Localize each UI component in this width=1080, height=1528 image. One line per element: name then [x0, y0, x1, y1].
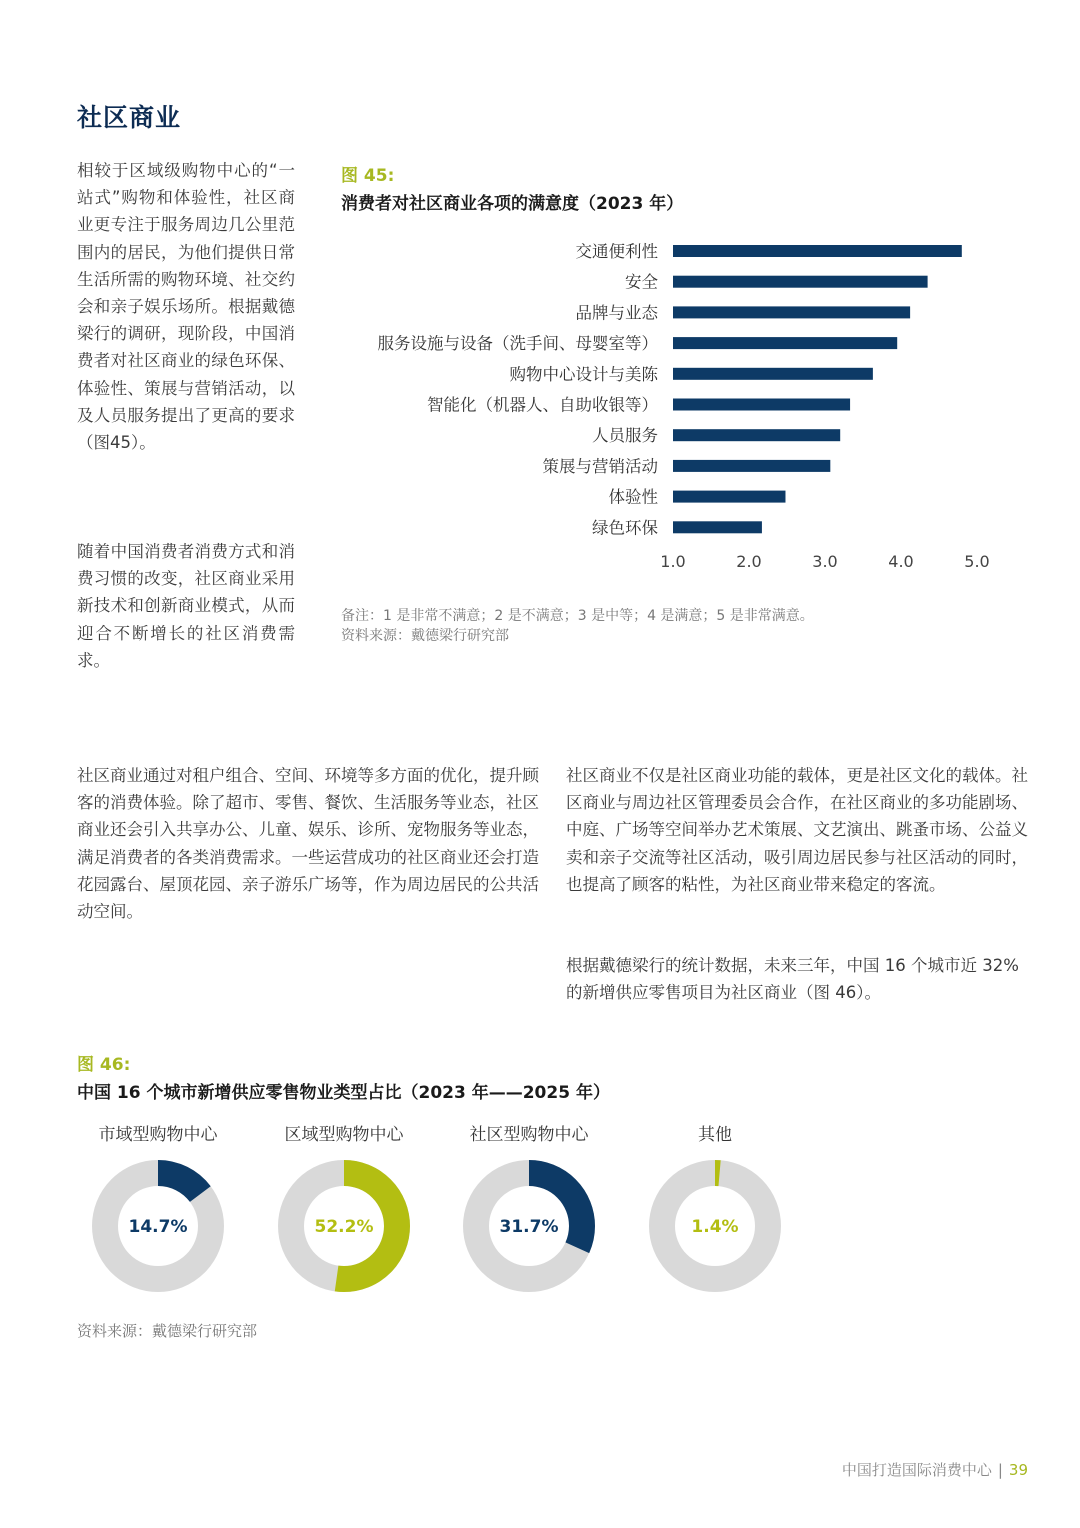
- bar: [673, 429, 840, 441]
- page-footer: [842, 1459, 1028, 1480]
- donut-category-label: 市域型购物中心: [98, 1125, 218, 1145]
- bar-category-label: 安全: [625, 272, 658, 292]
- donut-value-label: 52.2%: [314, 1217, 374, 1237]
- bar-category-label: 绿色环保: [592, 518, 658, 538]
- bar-category-label: 策展与营销活动: [542, 456, 658, 476]
- footer-separator: |: [997, 1461, 1003, 1479]
- footer-report-title: 中国打造国际消费中心: [841, 1461, 992, 1479]
- left-paragraph-1: 相较于区域级购物中心的“一站式”购物和体验性，社区商业更专注于服务周边几公里范围内的居民，为他们提供日常生活所需的购物环境、社交约会和亲子娱乐场所。根据戴德梁行的调研，现阶段，中国消费者对社区商业的绿色环保、体验性、策展与营销活动，以及人员服务提出了更高的要求（图45）。: [77, 161, 295, 453]
- figure-45-note: 备注：1 是非常不满意；2 是不满意；3 是中等；4 是满意；5 是非常满意。: [341, 608, 814, 624]
- bar: [673, 491, 785, 503]
- figure-45-label: 图 45:: [341, 166, 395, 186]
- body-paragraph-right: 社区商业不仅是社区商业功能的载体，更是社区文化的载体。社区商业与周边社区管理委员会合作，在社区商业的多功能剧场、中庭、广场等空间举办艺术策展、文艺演出、跳蚤市场、公益义卖和亲子交流等社区活动，吸引周边居民参与社区活动的同时，也提高了顾客的粘性，为社区商业带来稳定的客流。: [566, 766, 1028, 894]
- bar-category-label: 购物中心设计与美陈: [509, 364, 658, 384]
- figure-45-source: 资料来源：戴德梁行研究部: [341, 628, 509, 644]
- bar-category-label: 智能化（机器人、自助收银等）: [427, 395, 658, 415]
- bar: [673, 399, 850, 411]
- x-tick-label: 2.0: [736, 552, 762, 571]
- figure-46-title: 中国 16 个城市新增供应零售物业类型占比（2023 年——2025 年）: [77, 1083, 610, 1103]
- left-paragraph-2: 随着中国消费者消费方式和消费习惯的改变，社区商业采用新技术和创新商业模式，从而迎合不断增长的社区消费需求。: [77, 542, 295, 670]
- figure-46-label: 图 46:: [77, 1055, 131, 1075]
- bar-category-label: 体验性: [608, 487, 658, 507]
- bar-category-label: 人员服务: [592, 426, 658, 446]
- donut-category-label: 社区型购物中心: [469, 1125, 589, 1145]
- donut-chart: [620, 1122, 810, 1296]
- donut-chart: [63, 1122, 253, 1296]
- bar-category-label: 服务设施与设备（洗手间、母婴室等）: [377, 334, 658, 354]
- donut-value-label: 1.4%: [691, 1217, 739, 1237]
- donut-value-label: 14.7%: [128, 1217, 188, 1237]
- bar: [673, 368, 873, 380]
- donut-chart: [434, 1122, 624, 1296]
- bar: [673, 460, 830, 472]
- figure-46-source: 资料来源：戴德梁行研究部: [77, 1322, 258, 1340]
- bar-category-label: 品牌与业态: [575, 303, 658, 323]
- donut-value-label: 31.7%: [499, 1217, 559, 1237]
- donut-chart: [249, 1122, 439, 1296]
- bar: [673, 337, 897, 349]
- donut-category-label: 区域型购物中心: [284, 1125, 404, 1145]
- x-tick-label: 1.0: [660, 552, 686, 571]
- bar: [673, 276, 928, 288]
- x-tick-label: 4.0: [888, 552, 914, 571]
- body-paragraph-left: 社区商业通过对租户组合、空间、环境等多方面的优化，提升顾客的消费体验。除了超市、零售、餐饮、生活服务等业态，社区商业还会引入共享办公、儿童、娱乐、诊所、宠物服务等业态，满足消费者的各类消费需求。一些运营成功的社区商业还会打造花园露台、屋顶花园、亲子游乐广场等，作为周边居民的公共活动空间。: [77, 766, 539, 922]
- satisfaction-bar-chart: [330, 232, 1010, 582]
- bar: [673, 521, 762, 533]
- x-tick-label: 5.0: [964, 552, 990, 571]
- donut-category-label: 其他: [698, 1125, 732, 1145]
- bar-category-label: 交通便利性: [575, 242, 658, 261]
- figure-45-title: 消费者对社区商业各项的满意度（2023 年）: [341, 194, 684, 214]
- section-title: 社区商业: [77, 103, 182, 132]
- x-tick-label: 3.0: [812, 552, 838, 571]
- bar: [673, 245, 962, 257]
- page-number: 39: [1008, 1461, 1028, 1479]
- body-paragraph-right-2: 根据戴德梁行的统计数据，未来三年，中国 16 个城市近 32% 的新增供应零售项目为社区商业（图 46）。: [566, 956, 1019, 1003]
- bar: [673, 306, 910, 318]
